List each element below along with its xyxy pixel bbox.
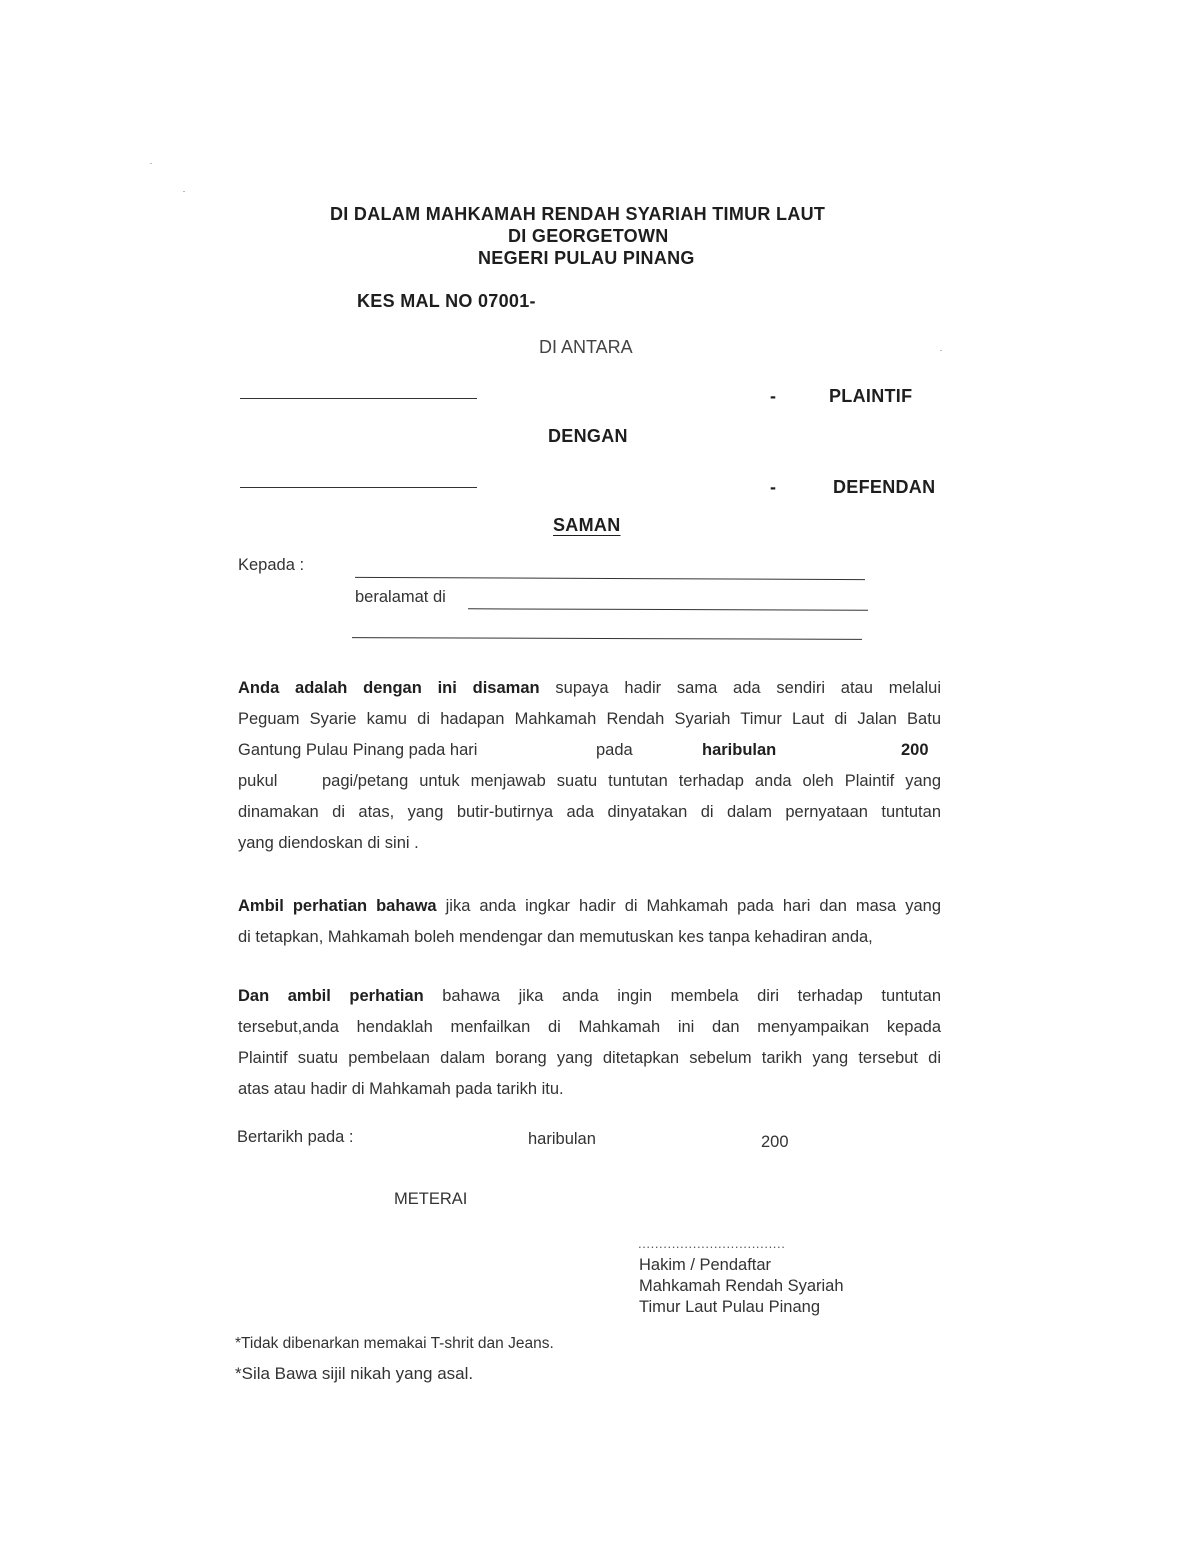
plaintiff-name-blank	[240, 398, 477, 399]
defendant-name-blank	[240, 487, 477, 488]
scan-speck	[150, 163, 152, 164]
summons-line-5: dinamakan di atas, yang butir-butirnya ada dinyatakan di dalam pernyataan tuntutan	[238, 803, 941, 821]
document-title: SAMAN	[553, 515, 621, 535]
signature-dots: ...................................	[638, 1236, 786, 1251]
court-name-line-2: DI GEORGETOWN	[508, 226, 669, 246]
defence-notice-line-2: tersebut,anda hendaklah menfailkan di Mahkamah ini dan menyampaikan kepada	[238, 1018, 941, 1036]
day-label: Gantung Pulau Pinang pada hari	[238, 741, 478, 759]
plaintiff-dash: -	[770, 386, 777, 406]
defence-notice-line-3: Plaintif suatu pembelaan dalam borang yang ditetapkan sebelum tarikh yang tersebut di	[238, 1049, 941, 1067]
haribulan-label: haribulan	[702, 741, 777, 759]
default-notice-line-2: di tetapkan, Mahkamah boleh mendengar dan memutuskan kes tanpa kehadiran anda,	[238, 928, 873, 946]
summons-line-6: yang diendoskan di sini .	[238, 834, 419, 852]
dated-year: 200	[761, 1133, 789, 1151]
summons-line-1-rest: supaya hadir sama ada sendiri atau melalui	[555, 679, 941, 697]
defendant-dash: -	[770, 477, 777, 497]
to-label: Kepada :	[238, 556, 305, 574]
time-label: pukul	[238, 772, 278, 790]
address-blank-1	[468, 608, 868, 610]
marriage-certificate-note: *Sila Bawa sijil nikah yang asal.	[235, 1364, 474, 1383]
signatory-court-line-2: Timur Laut Pulau Pinang	[639, 1298, 820, 1316]
defence-notice-bold-lead: Dan ambil perhatian	[238, 987, 424, 1005]
dated-label: Bertarikh pada :	[237, 1128, 354, 1146]
addressee-name-blank	[355, 577, 865, 580]
address-label: beralamat di	[355, 588, 446, 606]
with-label: DENGAN	[548, 426, 628, 446]
court-name-line-3: NEGERI PULAU PINANG	[478, 248, 695, 268]
signatory-court-line-1: Mahkamah Rendah Syariah	[639, 1277, 844, 1295]
signatory-title: Hakim / Pendaftar	[639, 1256, 772, 1274]
case-number: KES MAL NO 07001-	[357, 291, 536, 311]
plaintiff-label: PLAINTIF	[829, 386, 913, 406]
summons-line-3	[238, 735, 941, 766]
dress-code-note: *Tidak dibenarkan memakai T-shrit dan Jeans.	[235, 1335, 554, 1352]
between-label: DI ANTARA	[539, 337, 633, 357]
defence-notice-line-4: atas atau hadir di Mahkamah pada tarikh itu.	[238, 1080, 564, 1098]
scan-speck	[183, 191, 185, 192]
scan-speck	[940, 350, 942, 351]
defence-notice-paragraph	[238, 981, 941, 1105]
pada-label: pada	[596, 741, 633, 759]
summons-paragraph	[238, 673, 941, 859]
defendant-label: DEFENDAN	[833, 477, 936, 497]
summons-line-2: Peguam Syarie kamu di hadapan Mahkamah Rendah Syariah Timur Laut di Jalan Batu	[238, 710, 941, 728]
default-notice-paragraph	[238, 891, 941, 953]
default-notice-bold-lead: Ambil perhatian bahawa	[238, 897, 437, 915]
default-notice-line-1-rest: jika anda ingkar hadir di Mahkamah pada hari dan masa yang	[445, 897, 942, 915]
dated-haribulan: haribulan	[528, 1130, 596, 1148]
summons-line-4-rest: pagi/petang untuk menjawab suatu tuntutan terhadap anda oleh Plaintif yang	[322, 772, 941, 790]
address-blank-2	[352, 637, 862, 640]
defence-notice-line-1	[238, 981, 941, 1012]
summons-line-4	[238, 766, 941, 797]
summons-bold-lead: Anda adalah dengan ini disaman	[238, 679, 540, 697]
year-label: 200	[901, 741, 929, 759]
court-name-line-1: DI DALAM MAHKAMAH RENDAH SYARIAH TIMUR LAUT	[330, 204, 826, 224]
default-notice-line-1	[238, 891, 941, 922]
seal-label: METERAI	[394, 1190, 468, 1208]
defence-notice-line-1-rest: bahawa jika anda ingin membela diri terhadap tuntutan	[442, 987, 941, 1005]
summons-line-1	[238, 673, 941, 704]
